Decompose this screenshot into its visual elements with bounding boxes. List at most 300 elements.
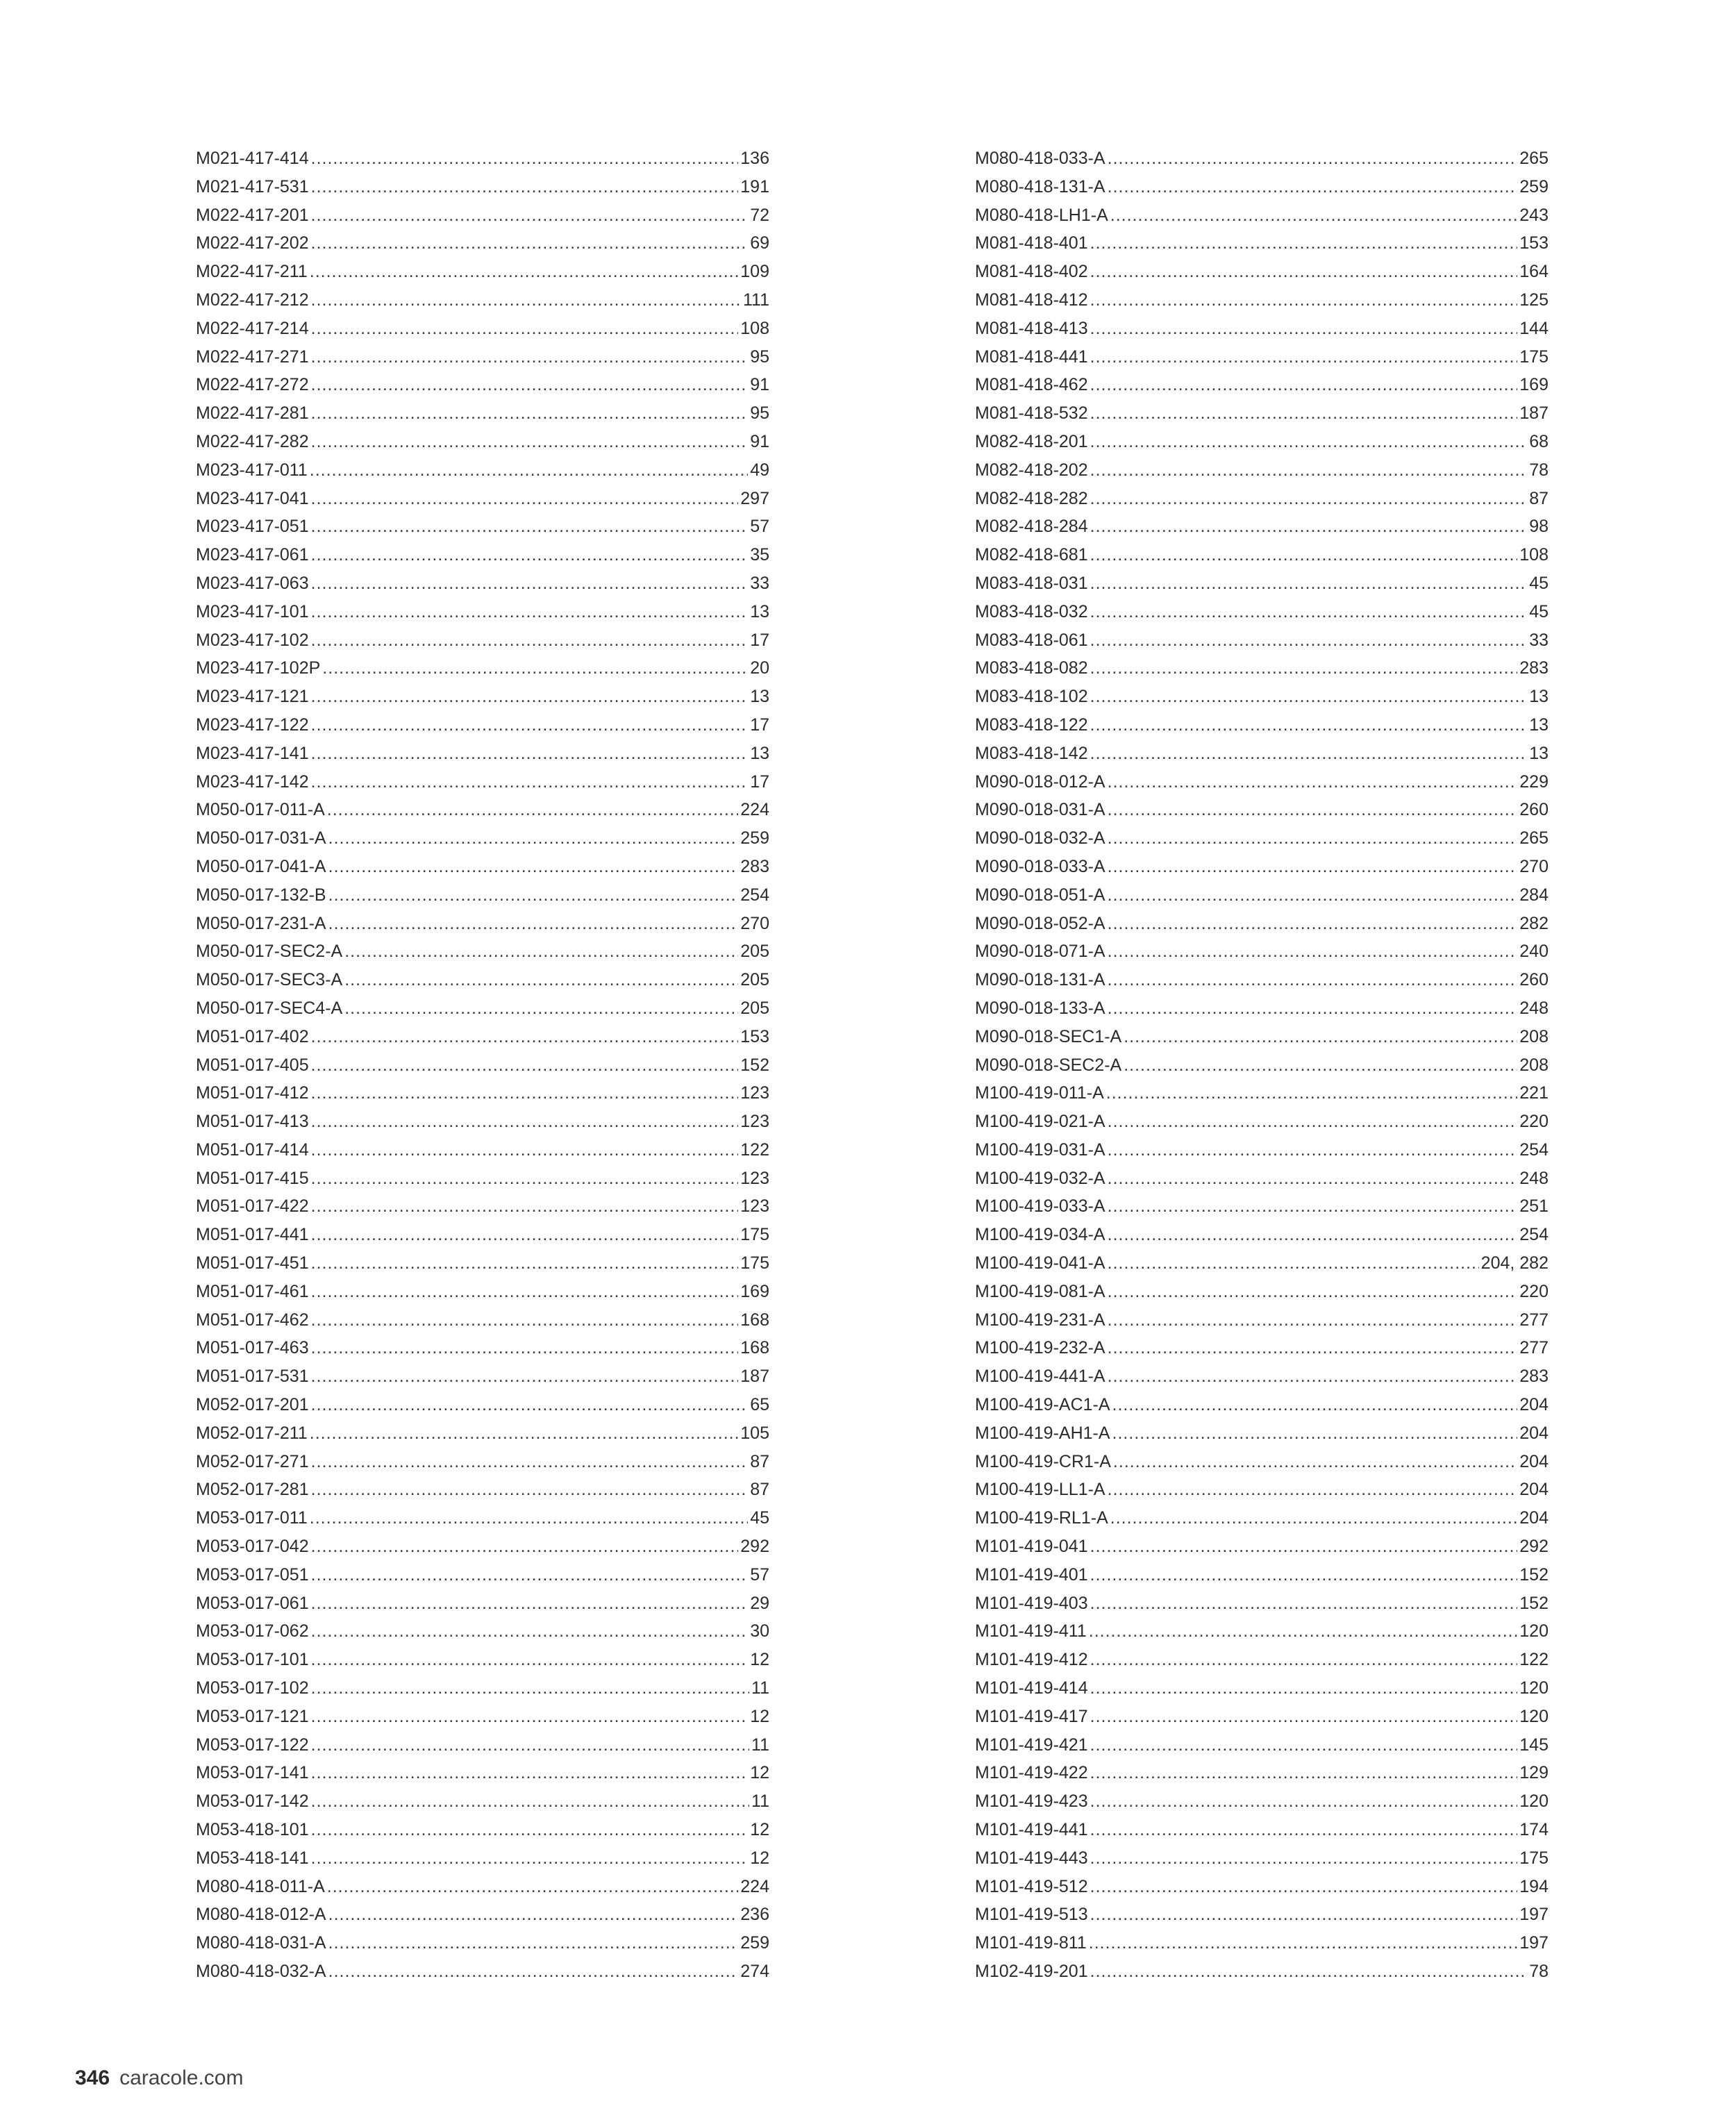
dot-leader [311, 343, 749, 371]
page-reference: 221 [1519, 1083, 1549, 1103]
index-entry [196, 1476, 769, 1504]
index-entry [196, 966, 769, 994]
index-entry [196, 683, 769, 711]
index-entry [196, 428, 769, 456]
page-reference: 45 [750, 1508, 769, 1528]
index-entry [975, 1136, 1549, 1164]
index-entry [196, 1504, 769, 1532]
item-code: M051-017-462 [196, 1310, 309, 1330]
item-code: M081-418-462 [975, 375, 1088, 395]
dot-leader [1090, 711, 1528, 740]
page-reference: 259 [740, 828, 769, 849]
item-code: M050-017-011-A [196, 800, 325, 820]
item-code: M050-017-SEC4-A [196, 998, 343, 1018]
page-reference: 57 [750, 1564, 769, 1585]
index-entry [196, 371, 769, 399]
item-code: M083-418-082 [975, 658, 1088, 678]
item-code: M100-419-033-A [975, 1196, 1105, 1217]
page-reference: 108 [740, 318, 769, 338]
dot-leader [1108, 966, 1518, 994]
index-entry [975, 144, 1549, 173]
dot-leader [1108, 1362, 1518, 1391]
index-entry [196, 258, 769, 286]
dot-leader [1108, 1334, 1518, 1362]
page-reference: 224 [740, 1876, 769, 1896]
index-entry [975, 1703, 1549, 1731]
index-entry [196, 1617, 769, 1646]
page-reference: 123 [740, 1196, 769, 1217]
item-code: M090-018-032-A [975, 828, 1105, 849]
page-reference: 270 [1519, 856, 1549, 876]
page-reference: 120 [1519, 1621, 1549, 1641]
index-entry [196, 1278, 769, 1306]
item-code: M022-417-271 [196, 346, 309, 367]
item-code: M050-017-SEC2-A [196, 942, 343, 962]
index-entry [196, 144, 769, 173]
index-entry [975, 1164, 1549, 1193]
dot-leader [1090, 683, 1528, 711]
index-entry [975, 1532, 1549, 1561]
index-entry [196, 229, 769, 258]
item-code: M052-017-201 [196, 1395, 309, 1415]
index-entry [975, 1561, 1549, 1589]
item-code: M101-419-041 [975, 1537, 1088, 1557]
page-reference: 123 [740, 1083, 769, 1103]
page-reference: 33 [1529, 630, 1549, 650]
dot-leader [1090, 1646, 1518, 1674]
dot-leader [311, 1391, 749, 1419]
page-reference: 265 [1519, 828, 1549, 849]
index-entry [196, 343, 769, 371]
item-code: M082-418-284 [975, 517, 1088, 537]
item-code: M053-017-122 [196, 1735, 309, 1755]
dot-leader [1108, 824, 1518, 853]
page-reference: 122 [1519, 1650, 1549, 1670]
page-reference: 168 [740, 1338, 769, 1358]
dot-leader [1090, 1759, 1518, 1787]
page-reference: 12 [750, 1848, 769, 1868]
item-code: M023-417-142 [196, 771, 309, 792]
index-entry [975, 286, 1549, 315]
item-code: M021-417-531 [196, 176, 309, 197]
index-entry [196, 1136, 769, 1164]
index-entry [975, 1844, 1549, 1873]
dot-leader [310, 1504, 748, 1532]
dot-leader [1108, 881, 1518, 910]
page-reference: 251 [1519, 1196, 1549, 1217]
dot-leader [311, 428, 749, 456]
page-reference: 122 [740, 1139, 769, 1160]
dot-leader [311, 1476, 749, 1504]
index-entry [975, 853, 1549, 881]
page-reference: 260 [1519, 970, 1549, 990]
page-reference: 224 [740, 800, 769, 820]
dot-leader [311, 1164, 739, 1193]
index-entry [196, 626, 769, 655]
item-code: M051-017-441 [196, 1225, 309, 1245]
page-reference: 105 [740, 1423, 769, 1443]
index-entry [975, 512, 1549, 541]
item-code: M090-018-SEC1-A [975, 1026, 1122, 1046]
item-code: M051-017-531 [196, 1367, 309, 1387]
page-reference: 20 [750, 658, 769, 678]
dot-leader [311, 315, 739, 343]
page-reference: 12 [750, 1820, 769, 1840]
dot-leader [1090, 371, 1518, 399]
page-reference: 283 [1519, 1367, 1549, 1387]
index-entry [196, 1787, 769, 1816]
index-entry [196, 937, 769, 966]
dot-leader [1124, 1051, 1517, 1080]
item-code: M081-418-532 [975, 403, 1088, 424]
index-entry [196, 456, 769, 485]
dot-leader [328, 881, 739, 910]
item-code: M050-017-231-A [196, 913, 326, 933]
item-code: M090-018-071-A [975, 942, 1105, 962]
page-reference: 277 [1519, 1338, 1549, 1358]
index-entry [196, 796, 769, 824]
dot-leader [1108, 1249, 1479, 1278]
dot-leader [344, 994, 738, 1023]
index-entry [975, 1731, 1549, 1760]
index-entry [196, 740, 769, 768]
index-entry [975, 1476, 1549, 1504]
dot-leader [311, 1646, 749, 1674]
item-code: M050-017-031-A [196, 828, 326, 849]
item-code: M082-418-681 [975, 545, 1088, 565]
page-reference: 123 [740, 1168, 769, 1188]
page-reference: 174 [1519, 1820, 1549, 1840]
index-entry [196, 853, 769, 881]
page-reference: 274 [740, 1962, 769, 1981]
page-reference: 283 [740, 856, 769, 876]
dot-leader [1090, 1816, 1518, 1844]
index-entry [975, 1249, 1549, 1278]
dot-leader [311, 173, 739, 201]
item-code: M090-018-033-A [975, 856, 1105, 876]
dot-leader [1108, 173, 1518, 201]
page-reference: 17 [750, 715, 769, 735]
index-entry [975, 654, 1549, 683]
dot-leader [311, 1731, 749, 1760]
index-entry [196, 881, 769, 910]
item-code: M053-017-062 [196, 1621, 309, 1641]
index-entry [196, 201, 769, 230]
item-code: M090-018-SEC2-A [975, 1055, 1122, 1075]
index-entry [975, 1334, 1549, 1362]
dot-leader [344, 937, 738, 966]
item-code: M022-417-202 [196, 233, 309, 253]
dot-leader [328, 1929, 739, 1957]
page-reference: 91 [750, 375, 769, 395]
item-code: M023-417-011 [196, 460, 308, 480]
index-entry [196, 1306, 769, 1335]
item-code: M080-418-LH1-A [975, 205, 1108, 225]
item-code: M051-017-413 [196, 1112, 309, 1132]
index-entry [975, 598, 1549, 626]
item-code: M100-419-041-A [975, 1253, 1105, 1273]
item-code: M023-417-041 [196, 488, 309, 508]
page-reference: 152 [740, 1055, 769, 1075]
dot-leader [1090, 740, 1528, 768]
index-entry [975, 796, 1549, 824]
item-code: M090-018-012-A [975, 771, 1105, 792]
page-reference: 169 [1519, 375, 1549, 395]
item-code: M090-018-052-A [975, 913, 1105, 933]
dot-leader [1108, 144, 1518, 173]
dot-leader [1090, 428, 1528, 456]
item-code: M100-419-232-A [975, 1338, 1105, 1358]
page-reference: 95 [750, 346, 769, 367]
page-reference: 78 [1529, 460, 1549, 480]
page-reference: 169 [740, 1281, 769, 1301]
page-reference: 236 [740, 1905, 769, 1925]
page-reference: 153 [740, 1026, 769, 1046]
page-reference: 277 [1519, 1310, 1549, 1330]
page-footer [75, 2066, 243, 2090]
page-reference: 11 [751, 1735, 769, 1755]
dot-leader [328, 1957, 739, 1986]
index-entry [975, 1192, 1549, 1221]
dot-leader [1108, 1278, 1518, 1306]
dot-leader [1090, 1703, 1518, 1731]
index-entry [196, 399, 769, 428]
item-code: M023-417-102 [196, 630, 309, 650]
page-reference: 204 [1519, 1423, 1549, 1443]
index-entry [975, 1816, 1549, 1844]
item-code: M100-419-CR1-A [975, 1451, 1111, 1471]
item-code: M022-417-282 [196, 431, 309, 451]
dot-leader [1108, 1476, 1518, 1504]
dot-leader [311, 485, 739, 513]
index-entry [196, 1391, 769, 1419]
page-reference: 259 [1519, 176, 1549, 197]
index-entry [196, 768, 769, 796]
item-code: M101-419-423 [975, 1791, 1088, 1812]
dot-leader [311, 201, 749, 230]
page-reference: 197 [1519, 1933, 1549, 1953]
page-reference: 204 [1519, 1395, 1549, 1415]
index-entry [196, 1079, 769, 1108]
item-code: M081-418-401 [975, 233, 1088, 253]
item-code: M053-017-051 [196, 1564, 309, 1585]
index-entry [975, 711, 1549, 740]
item-code: M082-418-282 [975, 488, 1088, 508]
page-reference: 13 [1529, 743, 1549, 763]
dot-leader [311, 626, 749, 655]
index-entry [196, 1900, 769, 1929]
page-reference: 69 [750, 233, 769, 253]
dot-leader [1089, 1617, 1518, 1646]
page-reference: 175 [740, 1225, 769, 1245]
dot-leader [311, 1759, 749, 1787]
page-reference: 95 [750, 403, 769, 424]
index-entry [196, 1192, 769, 1221]
index-entry [975, 881, 1549, 910]
item-code: M101-419-512 [975, 1876, 1088, 1896]
index-entry [975, 1391, 1549, 1419]
item-code: M083-418-061 [975, 630, 1088, 650]
index-entry [975, 315, 1549, 343]
page-reference: 91 [750, 431, 769, 451]
item-code: M080-418-012-A [196, 1905, 326, 1925]
dot-leader [1113, 1448, 1517, 1476]
item-code: M100-419-AC1-A [975, 1395, 1110, 1415]
dot-leader [311, 399, 749, 428]
index-entry [196, 1816, 769, 1844]
dot-leader [1090, 512, 1528, 541]
index-entry [196, 1589, 769, 1618]
dot-leader [311, 1249, 739, 1278]
index-entry [975, 1419, 1549, 1448]
item-code: M100-419-031-A [975, 1139, 1105, 1160]
index-entry [196, 173, 769, 201]
index-entry [975, 1448, 1549, 1476]
dot-leader [310, 456, 748, 485]
dot-leader [1090, 1900, 1518, 1929]
dot-leader [327, 796, 739, 824]
page-reference: 208 [1519, 1026, 1549, 1046]
page-reference: 13 [750, 601, 769, 621]
item-code: M053-017-061 [196, 1593, 309, 1613]
page-reference: 13 [1529, 687, 1549, 707]
dot-leader [1112, 1391, 1518, 1419]
page-reference: 136 [740, 149, 769, 168]
item-code: M022-417-272 [196, 375, 309, 395]
index-entry [196, 1646, 769, 1674]
dot-leader [1090, 569, 1528, 598]
item-code: M023-417-122 [196, 715, 309, 735]
index-entry [975, 1617, 1549, 1646]
item-code: M100-419-AH1-A [975, 1423, 1110, 1443]
dot-leader [1090, 1844, 1518, 1873]
item-code: M082-418-201 [975, 431, 1088, 451]
dot-leader [1108, 1164, 1518, 1193]
index-entry [196, 1164, 769, 1193]
index-entry [975, 1674, 1549, 1703]
index-entry [975, 1278, 1549, 1306]
item-code: M052-017-211 [196, 1423, 308, 1443]
item-code: M101-419-411 [975, 1621, 1087, 1641]
page-reference: 204 [1519, 1480, 1549, 1500]
dot-leader [311, 1306, 739, 1335]
dot-leader [328, 910, 739, 938]
item-code: M100-419-441-A [975, 1367, 1105, 1387]
page-reference: 145 [1519, 1735, 1549, 1755]
dot-leader [1090, 1674, 1518, 1703]
page-reference: 168 [740, 1310, 769, 1330]
page-reference: 164 [1519, 262, 1549, 282]
page-reference: 229 [1519, 771, 1549, 792]
item-code: M051-017-405 [196, 1055, 309, 1075]
item-code: M053-017-142 [196, 1791, 309, 1812]
index-entry [196, 1929, 769, 1957]
item-code: M023-417-102P [196, 658, 321, 678]
item-code: M101-419-421 [975, 1735, 1088, 1755]
dot-leader [1090, 541, 1518, 569]
item-code: M053-017-011 [196, 1508, 308, 1528]
page-reference: 13 [750, 687, 769, 707]
item-code: M101-419-811 [975, 1933, 1087, 1953]
page-reference: 87 [1529, 488, 1549, 508]
page-reference: 191 [740, 176, 769, 197]
dot-leader [311, 1561, 749, 1589]
page-reference: 259 [740, 1933, 769, 1953]
page-reference: 109 [740, 262, 769, 282]
item-code: M053-017-101 [196, 1650, 309, 1670]
page-reference: 187 [1519, 403, 1549, 424]
index-entry [196, 1051, 769, 1080]
item-code: M050-017-041-A [196, 856, 326, 876]
page-reference: 208 [1519, 1055, 1549, 1075]
dot-leader [311, 541, 749, 569]
index-entry [975, 1929, 1549, 1957]
website-link[interactable]: caracole.com [119, 2066, 244, 2089]
dot-leader [1108, 768, 1518, 796]
item-code: M101-419-417 [975, 1706, 1088, 1726]
page-reference: 194 [1519, 1876, 1549, 1896]
index-entry [975, 201, 1549, 230]
index-entry [196, 1844, 769, 1873]
index-entry [975, 485, 1549, 513]
page-reference: 175 [1519, 346, 1549, 367]
page-reference: 11 [751, 1678, 769, 1698]
dot-leader [1110, 201, 1518, 230]
item-code: M083-418-031 [975, 573, 1088, 593]
item-code: M080-418-011-A [196, 1876, 325, 1896]
index-entry [196, 711, 769, 740]
dot-leader [328, 824, 739, 853]
item-code: M022-417-212 [196, 290, 309, 310]
page-reference: 175 [740, 1253, 769, 1273]
index-entry [196, 654, 769, 683]
dot-leader [1090, 1787, 1518, 1816]
dot-leader [311, 569, 749, 598]
page-reference: 205 [740, 998, 769, 1018]
dot-leader [311, 1136, 739, 1164]
index-entry [975, 1787, 1549, 1816]
page-reference: 243 [1519, 205, 1549, 225]
page-reference: 205 [740, 970, 769, 990]
item-code: M101-419-422 [975, 1763, 1088, 1783]
page-reference: 283 [1519, 658, 1549, 678]
index-entry [975, 1504, 1549, 1532]
item-code: M101-419-403 [975, 1593, 1088, 1613]
dot-leader [344, 966, 738, 994]
dot-leader [311, 1674, 749, 1703]
page-reference: 120 [1519, 1678, 1549, 1698]
dot-leader [311, 286, 741, 315]
dot-leader [311, 1108, 739, 1136]
page-reference: 13 [1529, 715, 1549, 735]
index-entry [196, 1957, 769, 1986]
item-code: M052-017-271 [196, 1451, 309, 1471]
index-entry [196, 286, 769, 315]
item-code: M101-419-412 [975, 1650, 1088, 1670]
index-entry [196, 1759, 769, 1787]
dot-leader [1090, 626, 1528, 655]
page-reference: 270 [740, 913, 769, 933]
page-reference: 204 [1519, 1451, 1549, 1471]
dot-leader [311, 1023, 739, 1051]
dot-leader [1108, 796, 1518, 824]
dot-leader [1124, 1023, 1517, 1051]
dot-leader [310, 1419, 739, 1448]
page-reference: 35 [750, 545, 769, 565]
index-column-right [975, 144, 1549, 1986]
dot-leader [1090, 343, 1518, 371]
index-column-left [196, 144, 769, 1986]
